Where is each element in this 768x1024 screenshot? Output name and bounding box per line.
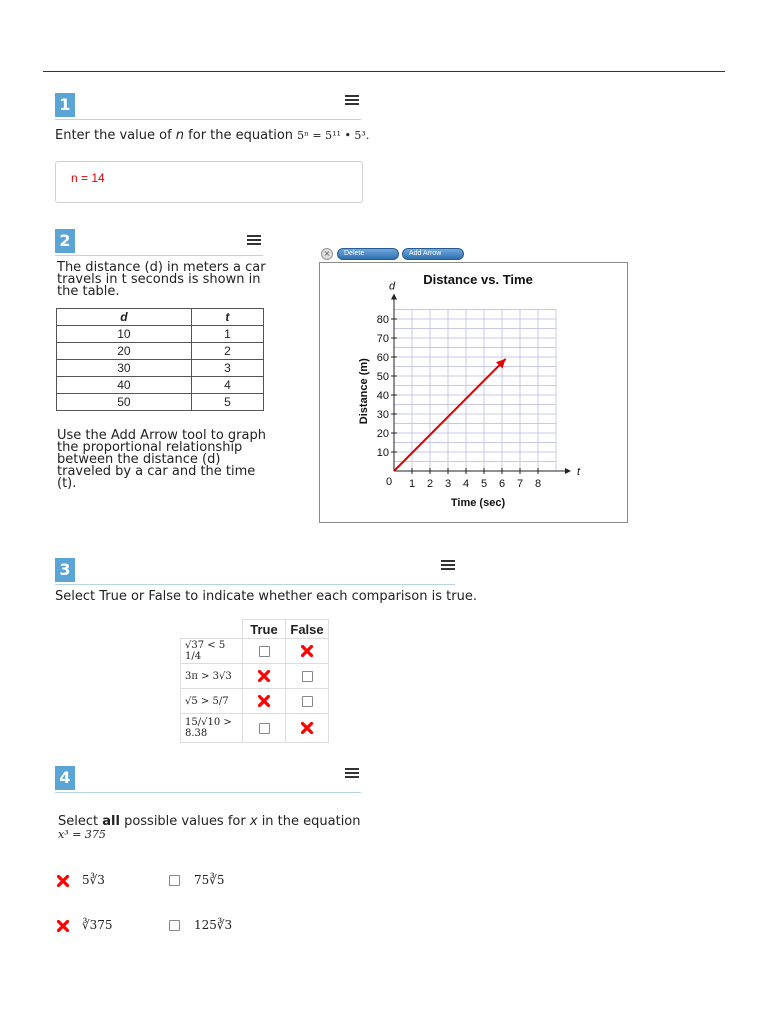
prompt-text: possible values for [119,814,250,829]
table-cell: 3 [191,360,263,377]
comparison-expression: √5 > 5/7 [181,689,243,714]
false-option[interactable] [286,689,329,714]
y-tick-label: 50 [376,371,389,383]
question-2-intro-line: The distance (d) in meters a car [57,260,266,275]
x-tick-label: 5 [480,478,488,490]
prompt-text: for the equation [184,128,298,143]
question-2-instruction-line: Use the Add Arrow tool to graph [57,428,266,443]
y-tick-label: 60 [376,352,389,364]
answer-input[interactable] [55,161,363,203]
selected-mark-icon[interactable] [258,670,270,682]
distance-time-chart[interactable] [320,263,627,522]
table-row [57,326,264,343]
true-option[interactable] [243,689,286,714]
table-cell: 20 [57,343,192,360]
hamburger-menu-icon[interactable] [345,95,359,105]
table-cell: 30 [57,360,192,377]
table-row [57,394,264,411]
hamburger-menu-icon[interactable] [345,768,359,778]
answer-value: n = 14 [71,171,105,185]
top-divider [43,71,725,72]
selected-mark-icon[interactable] [57,875,69,887]
table-row [181,639,329,664]
y-tick-label: 40 [376,390,389,402]
comparison-expression: √37 < 5 1/4 [181,639,243,664]
x-axis-variable: t [577,466,581,478]
selected-mark-icon[interactable] [301,645,313,657]
question-number: 3 [55,558,75,582]
close-icon[interactable]: × [321,248,333,260]
comparison-expression: 15/√10 > 8.38 [181,714,243,743]
prompt-variable: n [175,128,185,143]
table-cell: 4 [191,377,263,394]
question-2-instruction-line: the proportional relationship [57,440,243,455]
question-3-header [55,558,455,585]
question-3-prompt: Select True or False to indicate whether each comparison is true. [55,589,477,604]
table-row [181,689,329,714]
hamburger-menu-icon[interactable] [247,235,261,245]
table-cell: 5 [191,394,263,411]
y-tick-label: 30 [376,409,389,421]
option-label: 125∛3 [194,918,233,932]
question-2-instruction-line: between the distance (d) [57,452,221,467]
checkbox-icon[interactable] [169,920,180,931]
question-1-header [55,93,361,120]
add-arrow-button[interactable] [402,248,464,260]
x-axis-arrowhead [565,468,571,474]
graph-panel[interactable] [319,262,628,523]
x-tick-label: 2 [426,478,434,490]
y-axis-title: Distance (m) [358,358,370,425]
question-4-prompt [58,815,361,828]
x-axis-title: Time (sec) [450,497,506,509]
table-cell: 10 [57,326,192,343]
column-header: d [57,309,192,326]
true-column-header: True [243,620,286,639]
checkbox-icon[interactable] [302,696,313,707]
false-option[interactable] [286,714,329,743]
hamburger-menu-icon[interactable] [441,560,455,570]
y-tick-label: 10 [376,447,389,459]
question-4-header [55,766,361,793]
delete-label: Delete [344,250,365,257]
prompt-text: Enter the value of [55,128,176,143]
option-label: 5∛3 [82,873,105,887]
question-2-intro-line: travels in t seconds is shown in [57,272,261,287]
add-arrow-label: Add Arrow [409,250,442,257]
table-cell: 40 [57,377,192,394]
delete-button[interactable] [337,248,399,260]
true-false-table [180,619,329,743]
y-axis-arrowhead [391,294,397,300]
question-4-equation: x³ = 375 [58,828,106,841]
question-1-prompt [55,129,369,142]
true-option[interactable] [243,714,286,743]
table-row [181,714,329,743]
table-row [181,664,329,689]
selected-mark-icon[interactable] [57,920,69,932]
y-tick-label: 70 [376,333,389,345]
true-option[interactable] [243,664,286,689]
question-number: 4 [55,766,75,790]
x-tick-label: 7 [516,478,524,490]
question-number: 1 [55,93,75,117]
option-label: 75∛5 [194,873,225,887]
blank-header [181,620,243,639]
y-tick-label: 80 [376,314,389,326]
prompt-text: Select [58,814,103,829]
table-row [57,343,264,360]
x-tick-label: 4 [462,478,470,490]
table-cell: 1 [191,326,263,343]
question-2-intro-line: the table. [57,284,120,299]
table-header-row [181,620,329,639]
prompt-emphasis: all [102,814,120,829]
question-2-instruction-line: traveled by a car and the time [57,464,256,479]
table-row [57,360,264,377]
y-axis-variable: d [388,280,396,293]
column-header: t [191,309,263,326]
table-row [57,377,264,394]
table-cell: 2 [191,343,263,360]
table-header-row [57,309,264,326]
false-option[interactable] [286,639,329,664]
checkbox-icon[interactable] [302,671,313,682]
distance-time-table [56,308,264,411]
option-label: ∛375 [82,918,113,932]
chart-title: Distance vs. Time [423,272,533,287]
selected-mark-icon[interactable] [301,722,313,734]
checkbox-icon[interactable] [259,646,270,657]
prompt-text: in the equation [257,814,361,829]
x-tick-label: 1 [408,478,416,490]
comparison-expression: 3π > 3√3 [181,664,243,689]
y-tick-label: 20 [376,428,389,440]
selected-mark-icon[interactable] [258,695,270,707]
x-tick-label: 3 [444,478,452,490]
checkbox-icon[interactable] [169,875,180,886]
question-2-instruction-line: (t). [57,476,77,491]
false-column-header: False [286,620,329,639]
false-option[interactable] [286,664,329,689]
x-tick-label: 6 [498,478,506,490]
equation: 5ⁿ = 5¹¹ • 5³. [297,129,370,142]
checkbox-icon[interactable] [259,723,270,734]
true-option[interactable] [243,639,286,664]
prompt-variable: x [249,814,258,829]
question-number: 2 [55,229,75,253]
table-cell: 50 [57,394,192,411]
x-tick-label: 8 [534,478,542,490]
question-2-header [55,229,263,256]
origin-label: 0 [385,476,393,488]
